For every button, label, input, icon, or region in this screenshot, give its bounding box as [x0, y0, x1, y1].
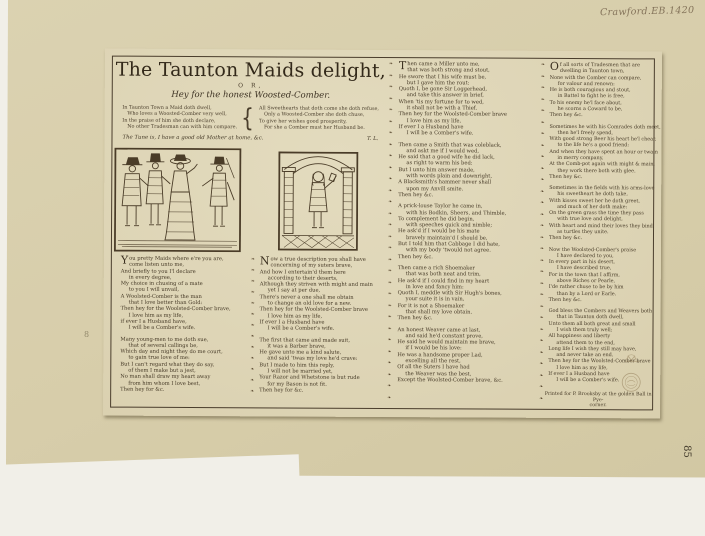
verse-line: of them I make but a jest, — [128, 367, 196, 375]
fleuron-icon: ❧ — [389, 72, 394, 79]
fleuron-icon: ❧ — [541, 131, 545, 137]
verse-line: from him whom I love best, — [128, 380, 201, 387]
verse-line: Then hey for &c. — [259, 387, 304, 394]
fleuron-icon: ❧ — [539, 373, 544, 379]
fleuron-icon: ❧ — [388, 234, 393, 240]
verse-line: All happiness and liberty — [548, 333, 611, 340]
fleuron-icon: ❧ — [388, 314, 392, 321]
fleuron-icon: ❧ — [388, 188, 393, 194]
verse-line: it shall not be with a Thief. — [406, 105, 478, 112]
verse-line: Then hey &c. — [397, 315, 433, 322]
fleuron-icon: ❧ — [388, 153, 393, 159]
page-number: 85 — [680, 445, 692, 458]
verse-line: I will be a Comber's wife. — [128, 324, 196, 332]
stanza — [398, 142, 536, 199]
verse-line: None with the Comber can compare, — [549, 74, 642, 81]
stanza — [259, 256, 384, 332]
fleuron-icon: ❧ — [389, 118, 393, 125]
fleuron-divider-right — [537, 62, 548, 402]
ballad-subtitle: Hey for the honest Woosted-Comber. — [171, 89, 331, 101]
verse-line: I love him as my life, — [267, 313, 323, 320]
verse-line: When 'tis my fortune for to wed, — [398, 98, 484, 106]
verse-line: I'de rather chuse to be by him — [548, 284, 624, 291]
verse-line: Quoth I, be gone Sir Loggerhead, — [398, 86, 488, 93]
verse-line: to gain true love of me: — [128, 355, 190, 362]
ballad-title: The Taunton Maids delight, — [115, 58, 387, 83]
stanza — [399, 61, 537, 137]
verse-line: and never take an end. — [556, 352, 614, 359]
verse-line: his sweetheart he doth take, — [557, 191, 628, 198]
fleuron-icon: ❧ — [388, 280, 393, 286]
woodcut-man-in-archway — [278, 151, 359, 250]
ballad-header — [114, 59, 386, 142]
verse-line: yet I say at per due, — [267, 287, 321, 295]
blind-stamp-icon — [614, 352, 648, 402]
verse-line: Which day and night they do me court, — [120, 348, 223, 356]
verse-line: Then hey &c. — [548, 235, 583, 242]
verse-line: come listen unto me, — [129, 261, 185, 269]
fleuron-icon: ❧ — [540, 188, 545, 195]
verse-line: To his enemy he'l face about, — [549, 99, 622, 106]
verse-line: concerning of my suters brave, — [270, 262, 353, 270]
verse-line: Then hey &c. — [548, 296, 582, 303]
fleuron-icon: ❧ — [387, 349, 392, 355]
verse-line: and askt me if I would wed, — [406, 147, 480, 155]
verse-line: they work there both with glee. — [557, 167, 636, 174]
verse-line: above Riches or Pearle, — [556, 277, 616, 285]
verse-line: Then hey &c. — [398, 192, 434, 199]
stanza — [398, 265, 536, 322]
verse-line: Then came a Smith that was coleblack, — [398, 141, 502, 149]
argument-verses — [115, 103, 387, 133]
argument-line: Who loves a Woosted-Comber very well, — [127, 111, 227, 118]
fleuron-icon: ❧ — [540, 338, 544, 344]
verse-line: for valour and renown: — [557, 80, 615, 88]
verse-column-3 — [397, 61, 537, 389]
fleuron-icon: ❧ — [251, 300, 256, 307]
verse-line: that in Taunton doth dwell, — [556, 314, 624, 321]
verse-line: that shall my love obtain. — [405, 309, 473, 316]
fleuron-icon: ❧ — [387, 395, 392, 401]
argument-line: No other Tradesman can with him compare. — [127, 123, 238, 130]
verse-line: if ever I a Husband have, — [120, 318, 187, 325]
fleuron-divider-left — [248, 256, 258, 394]
author-initials: T. L. — [366, 135, 379, 142]
verse-line: attend them to the end, — [556, 339, 615, 346]
fleuron-icon: ❧ — [540, 315, 544, 321]
verse-line: and take this answer in brief, — [406, 92, 484, 100]
fleuron-icon: ❧ — [539, 350, 544, 356]
verse-line: He swore that I his wife must be, — [398, 73, 487, 81]
broadside-sheet — [103, 49, 662, 419]
verse-line: that was both neat and trim, — [405, 271, 481, 278]
verse-line: I will not be married yet, — [267, 368, 333, 375]
stanza — [549, 246, 653, 303]
verse-line: A Woolsted-Comber is the man — [120, 293, 202, 300]
fleuron-icon: ❧ — [251, 322, 255, 329]
blind-stamp-svg — [614, 352, 648, 402]
verse-line: Then came a Miller unto me, — [398, 59, 480, 73]
verse-line: as right to warm his bed: — [406, 160, 473, 167]
argument-line: In Taunton Town a Maid doth dwell, — [122, 104, 212, 112]
fleuron-icon: ❧ — [251, 333, 255, 340]
verse-line: than by a Lord or Earle. — [556, 290, 617, 297]
verse-line: And briefly to you I'l declare — [120, 268, 196, 275]
fleuron-icon: ❧ — [541, 73, 546, 80]
verse-line: with my body 'twould not agree. — [405, 247, 491, 254]
verse-line: An honest Weaver came at last, — [397, 326, 481, 334]
verse-line: I will be a Comber's wife. — [267, 325, 335, 333]
verse-line: And when they have spent an hour or twain — [549, 148, 658, 156]
stanza — [549, 123, 661, 180]
verse-line: Now a true description you shall have — [259, 254, 366, 268]
verse-line: Long life I wish they still may have, — [548, 345, 637, 353]
verse-line: Of all sorts of Tradesmen that are — [549, 59, 641, 73]
fleuron-icon: ❧ — [541, 62, 546, 68]
verse-line: Then hey &c. — [549, 112, 583, 119]
verse-line: Then hey for the Woolsted-Comber brave, — [120, 306, 231, 313]
fleuron-icon: ❧ — [250, 377, 255, 384]
fleuron-icon: ❧ — [388, 222, 393, 228]
verse-line: Then hey for the Woolsted-Comber brave — [548, 358, 651, 365]
fleuron-icon: ❧ — [251, 278, 256, 285]
fleuron-icon: ❧ — [389, 61, 394, 67]
fleuron-icon: ❧ — [388, 268, 393, 275]
verse-column-2 — [259, 256, 385, 399]
stanza — [120, 336, 247, 393]
verse-line: your suite it is in vain, — [405, 296, 465, 303]
fleuron-divider-middle — [385, 61, 396, 401]
verse-line: excelling all the rest, — [405, 358, 461, 365]
argument-line: In the praise of him she doth declare, — [122, 117, 216, 124]
verse-line: If ever I a Husband have — [398, 124, 464, 131]
photo-background-corner — [0, 454, 301, 535]
verse-line: With good strong Beer his heart he'l chear, — [549, 135, 657, 143]
fleuron-icon: ❧ — [540, 326, 544, 333]
verse-line: he scorns a Coward to be, — [557, 105, 623, 113]
verse-line: to the life he's a good friend: — [557, 142, 630, 149]
brace-ornament: { — [241, 103, 255, 133]
verse-line: Except the Woolsted-Comber brave, &c. — [397, 377, 503, 384]
verse-line: that was both strong and stout, — [407, 67, 490, 74]
fleuron-icon: ❧ — [388, 291, 393, 298]
fleuron-icon: ❧ — [540, 303, 545, 310]
verse-line: He gave unto me a kind salute, — [259, 349, 342, 356]
fleuron-icon: ❧ — [388, 337, 392, 344]
verse-line: Quoth I, meddle with Sir Hugh's bones, — [397, 290, 502, 297]
fleuron-icon: ❧ — [388, 211, 393, 217]
fleuron-icon: ❧ — [539, 396, 544, 402]
verse-line: Of all the Suters I have had — [397, 364, 470, 371]
argument-line: To give her wishes good prosperity, — [258, 117, 347, 125]
fleuron-icon: ❧ — [540, 211, 545, 218]
verse-line: if I would be his love: — [405, 345, 462, 352]
fleuron-icon: ❧ — [539, 384, 544, 390]
verse-line: according to their deserts, — [267, 275, 338, 282]
verse-line: He was a handsome proper Lad, — [397, 351, 483, 359]
verse-line: that of several callings be, — [128, 342, 198, 349]
fleuron-icon: ❧ — [387, 383, 392, 390]
fleuron-icon: ❧ — [540, 280, 545, 287]
verse-line: dwelling in Taunton town, — [559, 68, 625, 75]
verse-line: If ever I a Husband have — [548, 370, 610, 378]
woodcut-courtship-scene — [114, 148, 242, 253]
verse-column-1 — [120, 253, 248, 399]
verse-line: to you I will unvail, — [128, 287, 180, 294]
verse-line: in every degree, — [128, 274, 172, 281]
fleuron-icon: ❧ — [251, 267, 256, 274]
fleuron-icon: ❧ — [389, 130, 393, 136]
verse-line: But I told him that Cabbage I did hate, — [397, 241, 500, 248]
verse-line: There's never a one shall me obtain — [259, 294, 354, 301]
argument-left — [122, 105, 237, 130]
fleuron-icon: ❧ — [389, 141, 393, 148]
fleuron-icon: ❧ — [250, 344, 255, 351]
fleuron-icon: ❧ — [251, 311, 255, 318]
fleuron-icon: ❧ — [389, 107, 394, 113]
verse-line: For in the town that I affirm, — [548, 271, 620, 278]
stanza — [259, 337, 384, 394]
verse-line: But I unto him answer made, — [398, 166, 475, 174]
fleuron-icon: ❧ — [541, 108, 546, 114]
woodcut-archway-svg — [278, 151, 359, 250]
fleuron-icon: ❧ — [539, 361, 544, 367]
fleuron-icon: ❧ — [540, 223, 545, 229]
fleuron-icon: ❧ — [387, 360, 392, 367]
tune-line — [114, 135, 386, 142]
verse-line: Then hey &c. — [549, 173, 583, 180]
verse-line: then he'l freely spend, — [557, 129, 613, 137]
verse-line: I love him as my life, — [556, 364, 608, 371]
fleuron-icon: ❧ — [251, 289, 256, 296]
verse-line: With kisses sweet her he doth greet, — [549, 197, 640, 204]
verse-line: Then came a rich Shoemaker — [397, 264, 475, 272]
fleuron-icon: ❧ — [251, 256, 256, 263]
fleuron-icon: ❧ — [540, 177, 545, 183]
fleuron-icon: ❧ — [540, 292, 545, 298]
imprint-line-1: Printed for P. Brooksby at the golden Ball in Pye- — [544, 391, 652, 403]
verse-line: He ask'd if I could find in my heart — [397, 277, 490, 285]
verse-line: and said 'twas my love he'd crave: — [267, 355, 358, 363]
verse-line: Then hey &c. — [397, 253, 433, 260]
verse-line: He ask'd if I would be his mate — [397, 228, 480, 235]
verse-line: Many young-men to me doth sue, — [120, 336, 209, 343]
verse-line: I wish them truly well; — [556, 326, 613, 334]
verse-line: For it is not a Shoemaker — [397, 302, 465, 310]
verse-line: To complement he did begin, — [398, 215, 475, 223]
stanza — [549, 59, 654, 119]
fleuron-icon: ❧ — [388, 326, 392, 332]
verse-line: Now the Woolsted-Comber's praise — [548, 246, 637, 253]
stanza — [120, 253, 247, 332]
verse-line: I will be a Comber's wife. — [556, 377, 620, 384]
verse-line: Sometimes in the fields with his arms-love — [549, 184, 655, 192]
fleuron-icon: ❧ — [540, 200, 545, 206]
verse-line: as turtles they unite. — [556, 228, 609, 236]
fleuron-icon: ❧ — [540, 165, 545, 172]
verse-line: I love him as my life, — [406, 117, 462, 125]
verse-line: with speeches quick and nimble; — [406, 222, 493, 229]
tune-text: The Tune is, I have a good old Mother at home, &c. — [122, 134, 264, 142]
verse-line: the Weaver was the best, — [405, 370, 472, 378]
verse-line: to change an old love for a new. — [267, 300, 352, 307]
verse-line: But I can't regard what they do say, — [120, 361, 215, 368]
verse-line: in merry company, — [557, 154, 604, 162]
margin-mark: 8 — [84, 330, 90, 339]
verse-line: In every part in his desert, — [548, 259, 615, 266]
fleuron-icon: ❧ — [540, 257, 545, 264]
verse-line: Unto them all both great and small — [548, 320, 636, 328]
or-label: O R, — [238, 82, 264, 90]
verse-line: in Battel to fight he is free, — [557, 93, 625, 100]
printed-rule-frame — [110, 56, 661, 411]
verse-line: A Blacksmith's hammer never shall — [398, 179, 492, 186]
argument-right — [259, 106, 379, 131]
fleuron-icon: ❧ — [541, 142, 545, 149]
fleuron-icon: ❧ — [387, 372, 392, 378]
verse-line: A prick-louse Taylor he came in, — [398, 203, 483, 210]
fleuron-icon: ❧ — [250, 366, 255, 373]
verse-line: I have described true, — [556, 265, 612, 272]
fleuron-icon: ❧ — [540, 234, 545, 241]
verse-line: that I love better than Gold: — [128, 299, 203, 307]
verse-line: The first that came and made suit, — [259, 336, 351, 344]
fleuron-icon: ❧ — [250, 388, 255, 395]
fleuron-icon: ❧ — [389, 95, 394, 102]
fleuron-icon: ❧ — [250, 355, 255, 362]
fleuron-icon: ❧ — [388, 164, 393, 171]
verse-line: it was a Barber brave, — [267, 343, 326, 350]
fleuron-icon: ❧ — [541, 96, 546, 103]
verse-line: with his Bodkin, Sheers, and Thimble, — [406, 209, 507, 217]
verse-line: but I gave him the rout: — [406, 80, 470, 87]
fleuron-icon: ❧ — [388, 303, 393, 309]
verse-line: Sometimes he with his Comrades doth meet, — [549, 123, 661, 130]
verse-line: God bless the Combers and Weavers both — [548, 307, 653, 315]
verse-line: With heart and mind their loves they bind, — [549, 222, 655, 230]
stanza — [397, 327, 535, 384]
fleuron-icon: ❧ — [541, 85, 546, 91]
fleuron-icon: ❧ — [540, 246, 545, 252]
fleuron-icon: ❧ — [540, 269, 545, 275]
verse-line: At the Comb-pot again with might & main, — [549, 161, 656, 168]
verse-line: I will be a Comber's wife. — [406, 130, 474, 137]
verse-line: If ever I a Husband have — [259, 319, 325, 326]
verse-line: Although they striven with might and main — [259, 281, 373, 289]
argument-line: All Sweethearts that doth come she doth refuse, — [259, 105, 379, 113]
verse-line: He is both couragious and stout, — [549, 86, 631, 94]
verse-line: On the green grass the time they pass — [549, 210, 644, 217]
verse-line: in love and fancy him: — [405, 283, 464, 291]
fleuron-icon: ❧ — [388, 199, 393, 205]
woodcut-courtship-svg — [114, 148, 242, 253]
verse-line: I have declared to you, — [556, 252, 614, 260]
verse-line: No man shall draw my heart away — [120, 373, 211, 381]
verse-line: Then hey for the Woolsted-Comber brave — [259, 306, 368, 314]
verse-line: and said he'd constant prove, — [405, 332, 483, 340]
verse-line: And how I entertain'd them here — [259, 268, 346, 276]
argument-line: For she a Comber must her Husband be. — [263, 123, 365, 131]
fleuron-icon: ❧ — [541, 119, 545, 126]
stanza — [398, 203, 536, 260]
fleuron-icon: ❧ — [388, 245, 393, 252]
verse-line: Your Razor and Whetstone is but rude — [259, 374, 360, 382]
verse-line: But I made to him this reply, — [259, 362, 335, 369]
fleuron-icon: ❧ — [388, 257, 393, 263]
verse-column-4 — [548, 59, 661, 389]
fleuron-icon: ❧ — [388, 176, 393, 182]
stanza — [549, 185, 653, 242]
fleuron-icon: ❧ — [389, 84, 394, 90]
verse-line: upon my Anvill smite. — [406, 185, 464, 193]
verse-line: with words plain and downright, — [406, 173, 493, 180]
verse-line: Then hey for &c. — [120, 386, 165, 393]
verse-line: Then hey for the Woolsted-Comber brave — [398, 111, 508, 119]
verse-line: and much of her doth make: — [557, 203, 628, 211]
verse-line: for my Bason is not fit. — [267, 381, 327, 388]
verse-line: with true love and delight, — [557, 216, 623, 223]
verse-line: bravely maintain'd I should be, — [405, 234, 488, 242]
imprint-line-2: corner. — [589, 403, 607, 409]
argument-line: Only a Woosted-Comber she doth chuse, — [263, 111, 365, 119]
fleuron-icon: ❧ — [540, 154, 545, 160]
verse-line: You pretty Maids where e're you are, — [120, 253, 224, 267]
verse-line: I love him as my life, — [128, 312, 184, 319]
verse-line: My choice in chusing of a mate — [120, 280, 203, 288]
verse-line: He said he would maintain me brave, — [397, 339, 496, 346]
verse-line: He said that a good wife he did lack, — [398, 154, 495, 161]
handwritten-shelfmark: Crawford.EB.1420 — [599, 4, 695, 19]
